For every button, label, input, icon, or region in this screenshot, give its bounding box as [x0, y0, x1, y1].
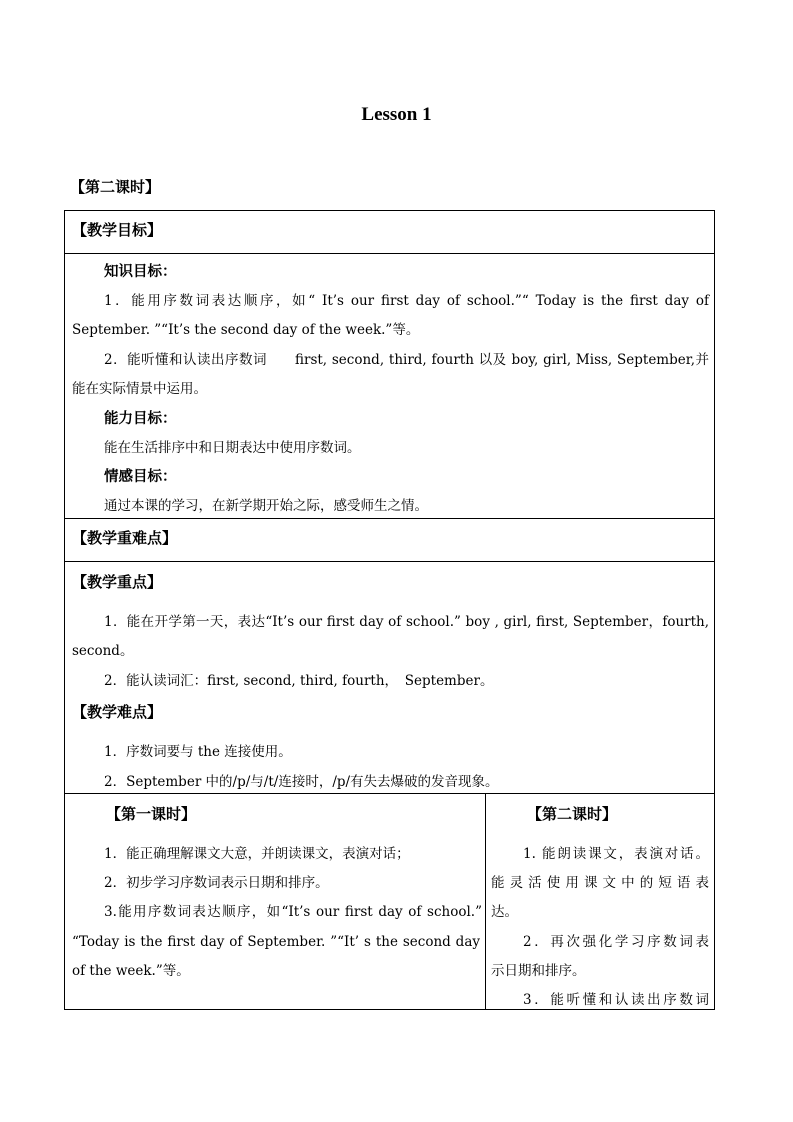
emotion-label: 情感目标：	[104, 468, 177, 485]
difficulty-header: 【教学难点】	[72, 703, 163, 721]
difficulty-item-1: 1．序数词要与 the 连接使用。	[104, 744, 292, 760]
keypoints-header: 【教学重难点】	[72, 529, 178, 547]
page-title: Lesson 1	[361, 104, 432, 125]
lesson2-item-3-line-1: 3．能听懂和认读出序数词	[523, 992, 709, 1008]
difficulty-item-2: 2．September 中的/p/与/t/连接时，/p/有失去爆破的发音现象。	[104, 774, 499, 790]
lesson2-item-1-line-1: 1. 能朗读课文，表演对话。	[523, 846, 709, 862]
focus-header: 【教学重点】	[72, 573, 163, 591]
ability-text: 能在生活排序中和日期表达中使用序数词。	[104, 440, 361, 456]
lesson1-item-3-line-1: 3.能用序数词表达顺序，如“It’s our first day of school.”	[104, 904, 482, 920]
lesson1-item-2: 2．初步学习序数词表示日期和排序。	[104, 875, 329, 891]
lesson2-item-1-line-2: 能灵活使用课文中的短语表	[491, 875, 709, 891]
lesson1-item-3-line-2: “Today is the first day of September. ”“It’ s the second day	[72, 934, 480, 950]
focus-item-1-line-1: 1．能在开学第一天，表达“It’s our first day of school.” boy , girl, first, September，fourth,	[104, 614, 709, 630]
lesson1-item-1: 1．能正确理解课文大意，并朗读课文，表演对话；	[104, 846, 410, 862]
knowledge-item-1-line-1: 1．能用序数词表达顺序，如“ It’s our first day of school.”“ Today is the first day of	[104, 293, 709, 309]
knowledge-label: 知识目标：	[104, 263, 177, 280]
knowledge-item-2-line-2: 能在实际情景中运用。	[72, 381, 207, 397]
session-label: 【第二课时】	[70, 178, 161, 196]
lesson2-header: 【第二课时】	[527, 805, 618, 823]
emotion-text: 通过本课的学习，在新学期开始之际，感受师生之情。	[104, 498, 428, 514]
lesson1-item-3-line-3: of the week.”等。	[72, 963, 190, 979]
knowledge-item-1-line-2: September. ”“It’s the second day of the week.”等。	[72, 322, 420, 338]
lesson2-item-1-line-3: 达。	[491, 904, 518, 920]
focus-item-2: 2．能认读词汇：first, second, third, fourth， September。	[104, 673, 494, 689]
lesson2-item-2-line-2: 示日期和排序。	[491, 963, 586, 979]
lesson1-header: 【第一课时】	[106, 805, 197, 823]
knowledge-item-2-line-1: 2．能听懂和认读出序数词 first, second, third, fourth 以及 boy, girl, Miss, September,并	[104, 352, 709, 368]
focus-item-1-line-2: second。	[72, 643, 134, 659]
lesson2-item-2-line-1: 2．再次强化学习序数词表	[523, 934, 709, 950]
ability-label: 能力目标：	[104, 410, 177, 427]
objectives-header: 【教学目标】	[72, 221, 163, 239]
